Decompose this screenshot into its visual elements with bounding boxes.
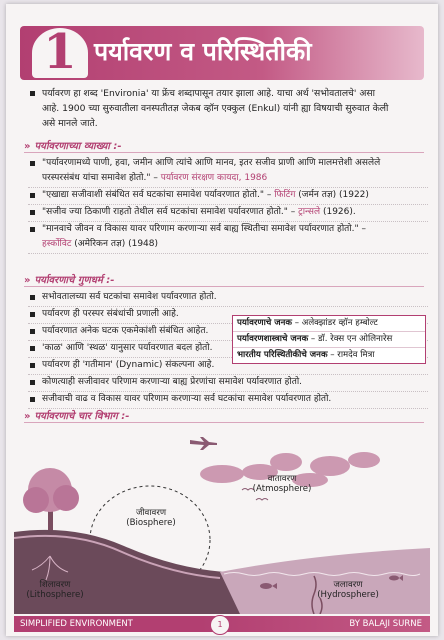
page bbox=[6, 4, 438, 636]
intro-line: आहे. 1900 च्या सुरुवातीला वनस्पतीतज्ञ जेकब व्हॉन एक्कुल (Enkul) यांनी ह्या विषयाची सुरुवात केली bbox=[42, 103, 389, 114]
list-item: "पर्यावरणामध्ये पाणी, हवा, जमीन आणि त्यांचे आणि मानव, इतर सजीव प्राणी आणि मालमत्तेशी असलेले परस्परसंबंध यांचा समावेश होतो." – पर्यावरण संरक्षण कायदा, 1986 bbox=[28, 156, 428, 188]
double-chevron-icon: » bbox=[24, 141, 31, 152]
list-item: पर्यावरण ही 'गतीमान' (Dynamic) संकल्पना आहे. bbox=[28, 358, 428, 375]
definitions-list bbox=[28, 156, 428, 254]
list-item: 'काळ' आणि 'स्थळ' यानुसार पर्यावरणात बदल होतो. bbox=[28, 341, 428, 358]
divisions-heading: » पर्यावरणाचे चार विभाग :- bbox=[24, 408, 424, 423]
info-row: पर्यावरणशास्त्राचे जनक – डॉ. रेक्स एन ओलिनारेस bbox=[233, 332, 425, 348]
list-item: "मानवाचे जीवन व विकास यावर परिणाम करणाऱ्या सर्व बाह्य स्थितीचा समावेश पर्यावरणात होतो." – हर्स्कोविट (अमेरिकन तज्ञ) (1948) bbox=[28, 222, 428, 254]
page-number: 1 bbox=[210, 615, 230, 635]
cloud bbox=[348, 452, 380, 468]
chapter-title: पर्यावरण व परिस्थितीकी bbox=[94, 37, 312, 66]
hydrosphere-label: जलावरण (Hydrosphere) bbox=[317, 580, 379, 600]
features-heading: » पर्यावरणाचे गुणधर्म :- bbox=[24, 272, 424, 287]
list-item: सभोवतालच्या सर्व घटकांचा समावेश पर्यावरणात होतो. bbox=[28, 290, 428, 307]
list-item: पर्यावरणात अनेक घटक एकमेकांशी संबंधित आहेत. bbox=[28, 324, 428, 341]
list-item: "सजीव ज्या ठिकाणी राहतो तेथील सर्व घटकांचा समावेश पर्यावरणात होतो." – ट्रान्सले (1926). bbox=[28, 205, 428, 222]
info-row: पर्यावरणाचे जनक – अलेक्झांडर व्हॉन हम्बोल्ट bbox=[233, 316, 425, 332]
intro-paragraph bbox=[28, 86, 424, 131]
lithosphere-label: शिलावरण (Lithosphere) bbox=[26, 580, 84, 600]
chapter-number: 1 bbox=[43, 24, 77, 80]
cloud bbox=[200, 465, 244, 483]
footer-author: BY BALAJI SURNE bbox=[349, 619, 422, 629]
double-chevron-icon: » bbox=[24, 275, 31, 286]
cloud bbox=[270, 453, 302, 471]
intro-line: पर्यावरण हा शब्द 'Environia' या फ्रेंच शब्दापासून तयार झाला आहे. याचा अर्थ 'सभोवतालचे' असा bbox=[28, 86, 424, 101]
intro-line: असे मानले जाते. bbox=[42, 118, 98, 129]
info-row: भारतीय परिस्थितीकीचे जनक – रामदेव मित्रा bbox=[237, 350, 375, 360]
footer-book-title: SIMPLIFIED ENVIRONMENT bbox=[20, 619, 133, 629]
double-chevron-icon: » bbox=[24, 411, 31, 422]
list-item: "एखाद्या सजीवाशी संबंधित सर्व घटकांचा समावेश पर्यावरणात होतो." – फिटिंग (जर्मन तज्ञ) (1922) bbox=[28, 188, 428, 205]
fathers-info-box bbox=[232, 315, 426, 364]
list-item: सजीवाची वाढ व विकास यावर परिणाम करणाऱ्या सर्व घटकांचा समावेश पर्यावरणात होतो. bbox=[28, 392, 428, 409]
list-item: पर्यावरण ही परस्पर संबंधांची प्रणाली आहे. bbox=[28, 307, 428, 324]
list-item: कोणत्याही सजीवावर परिणाम करणाऱ्या बाह्य प्रेरणांचा समावेश पर्यावरणात होतो. bbox=[28, 375, 428, 392]
biosphere-label: जीवावरण (Biosphere) bbox=[126, 508, 176, 528]
chapter-number-badge bbox=[32, 24, 88, 80]
definitions-heading: » पर्यावरणाच्या व्याख्या :- bbox=[24, 138, 424, 153]
atmosphere-label: वातावरण (Atmosphere) bbox=[252, 474, 312, 494]
page-footer bbox=[14, 616, 430, 632]
four-spheres-illustration bbox=[14, 428, 430, 614]
